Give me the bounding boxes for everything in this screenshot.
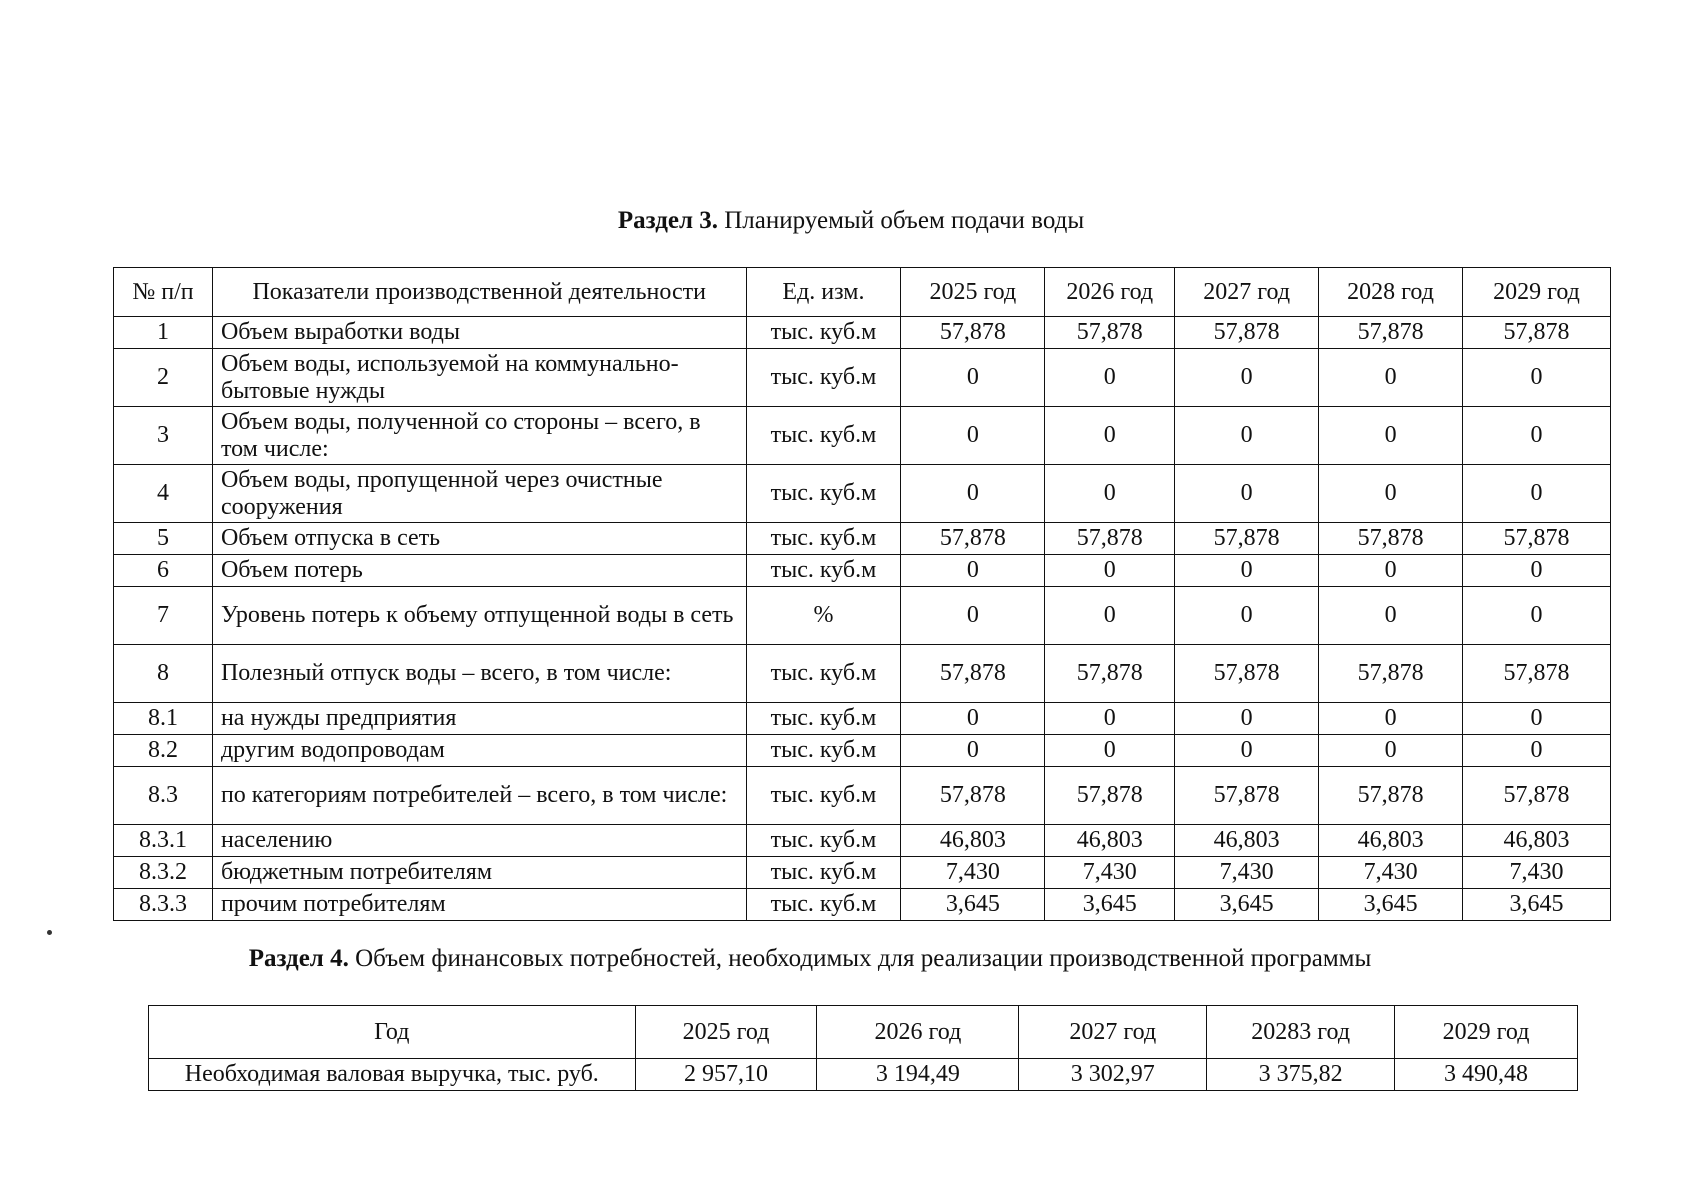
row-indicator: Полезный отпуск воды – всего, в том числе: (212, 645, 746, 703)
value-2025: 3,645 (901, 889, 1045, 921)
table-row (114, 465, 1611, 523)
value-2025: 0 (901, 555, 1045, 587)
row-unit: тыс. куб.м (746, 317, 901, 349)
header-num: № п/п (114, 268, 213, 317)
value-2026: 0 (1045, 555, 1175, 587)
value-2025: 0 (901, 703, 1045, 735)
table-row (114, 857, 1611, 889)
value-2025: 0 (901, 735, 1045, 767)
row-indicator: Объем воды, используемой на коммунально-бытовые нужды (212, 349, 746, 407)
value-2026: 0 (1045, 407, 1175, 465)
value-2025: 57,878 (901, 317, 1045, 349)
row-indicator: Уровень потерь к объему отпущенной воды в сеть (212, 587, 746, 645)
row-number: 3 (114, 407, 213, 465)
header-2026: 2026 год (817, 1006, 1019, 1059)
row-number: 2 (114, 349, 213, 407)
value-2029: 7,430 (1463, 857, 1611, 889)
value-2027: 57,878 (1175, 523, 1319, 555)
value-2025: 57,878 (901, 645, 1045, 703)
value-2026: 0 (1045, 703, 1175, 735)
value-2029: 0 (1463, 555, 1611, 587)
scan-speck (47, 930, 52, 935)
value-2027: 0 (1175, 465, 1319, 523)
value-2028: 0 (1319, 735, 1463, 767)
row-unit: тыс. куб.м (746, 465, 901, 523)
table-row (114, 407, 1611, 465)
value-2026: 3,645 (1045, 889, 1175, 921)
row-number: 4 (114, 465, 213, 523)
row-number: 6 (114, 555, 213, 587)
value-2028: 3,645 (1319, 889, 1463, 921)
value-2026: 7,430 (1045, 857, 1175, 889)
header-unit: Ед. изм. (746, 268, 901, 317)
row-unit: тыс. куб.м (746, 703, 901, 735)
row-indicator: Объем отпуска в сеть (212, 523, 746, 555)
financial-needs-table (148, 1005, 1578, 1091)
table-row (114, 825, 1611, 857)
header-2029: 2029 год (1395, 1006, 1578, 1059)
header-2027: 2027 год (1019, 1006, 1207, 1059)
value-2027: 0 (1175, 555, 1319, 587)
value-2025: 57,878 (901, 523, 1045, 555)
value-2029: 0 (1463, 735, 1611, 767)
section3-title (0, 206, 1702, 236)
table-row (149, 1059, 1578, 1091)
row-indicator: на нужды предприятия (212, 703, 746, 735)
value-2029: 57,878 (1463, 767, 1611, 825)
value-2026: 57,878 (1045, 523, 1175, 555)
value-2025: 0 (901, 407, 1045, 465)
row-indicator: бюджетным потребителям (212, 857, 746, 889)
row-indicator: Объем выработки воды (212, 317, 746, 349)
table-row (114, 889, 1611, 921)
value-2028: 57,878 (1319, 767, 1463, 825)
row-unit: тыс. куб.м (746, 735, 901, 767)
value-2025: 0 (901, 465, 1045, 523)
value-2029: 57,878 (1463, 645, 1611, 703)
value-2028: 7,430 (1319, 857, 1463, 889)
value-2028: 57,878 (1319, 317, 1463, 349)
value-2029: 0 (1463, 349, 1611, 407)
table-row (114, 735, 1611, 767)
value-2026: 46,803 (1045, 825, 1175, 857)
value-2026: 3 194,49 (817, 1059, 1019, 1091)
value-2027: 3 302,97 (1019, 1059, 1207, 1091)
value-2027: 57,878 (1175, 645, 1319, 703)
value-2027: 0 (1175, 349, 1319, 407)
value-2028: 0 (1319, 407, 1463, 465)
header-2028: 20283 год (1207, 1006, 1395, 1059)
value-2028: 57,878 (1319, 523, 1463, 555)
row-indicator: Объем воды, полученной со стороны – всего, в том числе: (212, 407, 746, 465)
header-2025: 2025 год (901, 268, 1045, 317)
value-2029: 46,803 (1463, 825, 1611, 857)
table-row (114, 555, 1611, 587)
value-2028: 3 375,82 (1207, 1059, 1395, 1091)
value-2028: 0 (1319, 703, 1463, 735)
row-number: 8.3.3 (114, 889, 213, 921)
value-2029: 0 (1463, 465, 1611, 523)
row-number: 8.3.1 (114, 825, 213, 857)
value-2029: 57,878 (1463, 317, 1611, 349)
row-label: Необходимая валовая выручка, тыс. руб. (149, 1059, 636, 1091)
header-2026: 2026 год (1045, 268, 1175, 317)
value-2029: 3,645 (1463, 889, 1611, 921)
section4-title (0, 944, 1620, 974)
value-2027: 0 (1175, 703, 1319, 735)
value-2025: 46,803 (901, 825, 1045, 857)
value-2028: 46,803 (1319, 825, 1463, 857)
value-2027: 0 (1175, 407, 1319, 465)
value-2027: 46,803 (1175, 825, 1319, 857)
value-2025: 57,878 (901, 767, 1045, 825)
header-year: Год (149, 1006, 636, 1059)
table-row (114, 703, 1611, 735)
row-unit: тыс. куб.м (746, 767, 901, 825)
row-unit: % (746, 587, 901, 645)
value-2027: 57,878 (1175, 767, 1319, 825)
table-row (114, 317, 1611, 349)
table-row (114, 523, 1611, 555)
row-unit: тыс. куб.м (746, 555, 901, 587)
value-2026: 0 (1045, 465, 1175, 523)
value-2029: 0 (1463, 703, 1611, 735)
value-2027: 0 (1175, 587, 1319, 645)
value-2029: 57,878 (1463, 523, 1611, 555)
row-unit: тыс. куб.м (746, 645, 901, 703)
value-2026: 0 (1045, 735, 1175, 767)
row-indicator: Объем потерь (212, 555, 746, 587)
row-number: 8.3.2 (114, 857, 213, 889)
header-2027: 2027 год (1175, 268, 1319, 317)
table-row (114, 587, 1611, 645)
row-number: 8.3 (114, 767, 213, 825)
table-row (114, 645, 1611, 703)
water-supply-table (113, 267, 1611, 921)
row-indicator: другим водопроводам (212, 735, 746, 767)
table-header-row (149, 1006, 1578, 1059)
header-2029: 2029 год (1463, 268, 1611, 317)
row-unit: тыс. куб.м (746, 825, 901, 857)
value-2029: 0 (1463, 587, 1611, 645)
row-number: 5 (114, 523, 213, 555)
value-2028: 0 (1319, 349, 1463, 407)
value-2028: 57,878 (1319, 645, 1463, 703)
value-2027: 7,430 (1175, 857, 1319, 889)
value-2025: 0 (901, 349, 1045, 407)
value-2025: 2 957,10 (635, 1059, 817, 1091)
value-2026: 0 (1045, 349, 1175, 407)
header-indicator: Показатели производственной деятельности (212, 268, 746, 317)
row-unit: тыс. куб.м (746, 857, 901, 889)
header-2025: 2025 год (635, 1006, 817, 1059)
row-number: 8 (114, 645, 213, 703)
row-indicator: населению (212, 825, 746, 857)
value-2025: 7,430 (901, 857, 1045, 889)
row-number: 8.1 (114, 703, 213, 735)
value-2027: 57,878 (1175, 317, 1319, 349)
value-2026: 57,878 (1045, 645, 1175, 703)
section3-title-text: Планируемый объем подачи воды (718, 207, 1085, 234)
value-2026: 57,878 (1045, 317, 1175, 349)
row-indicator: Объем воды, пропущенной через очистные сооружения (212, 465, 746, 523)
value-2028: 0 (1319, 587, 1463, 645)
value-2027: 3,645 (1175, 889, 1319, 921)
table-row (114, 349, 1611, 407)
value-2025: 0 (901, 587, 1045, 645)
value-2027: 0 (1175, 735, 1319, 767)
row-number: 1 (114, 317, 213, 349)
section3-title-bold: Раздел 3. (617, 207, 718, 234)
row-indicator: по категориям потребителей – всего, в том числе: (212, 767, 746, 825)
row-indicator: прочим потребителям (212, 889, 746, 921)
row-number: 8.2 (114, 735, 213, 767)
value-2029: 3 490,48 (1395, 1059, 1578, 1091)
table-header-row (114, 268, 1611, 317)
section4-title-bold: Раздел 4. (248, 945, 349, 972)
row-unit: тыс. куб.м (746, 349, 901, 407)
row-unit: тыс. куб.м (746, 407, 901, 465)
value-2028: 0 (1319, 555, 1463, 587)
section4-title-text: Объем финансовых потребностей, необходимых для реализации производственной программы (348, 945, 1372, 972)
value-2028: 0 (1319, 465, 1463, 523)
value-2026: 57,878 (1045, 767, 1175, 825)
table-row (114, 767, 1611, 825)
value-2029: 0 (1463, 407, 1611, 465)
row-unit: тыс. куб.м (746, 523, 901, 555)
value-2026: 0 (1045, 587, 1175, 645)
row-unit: тыс. куб.м (746, 889, 901, 921)
header-2028: 2028 год (1319, 268, 1463, 317)
row-number: 7 (114, 587, 213, 645)
